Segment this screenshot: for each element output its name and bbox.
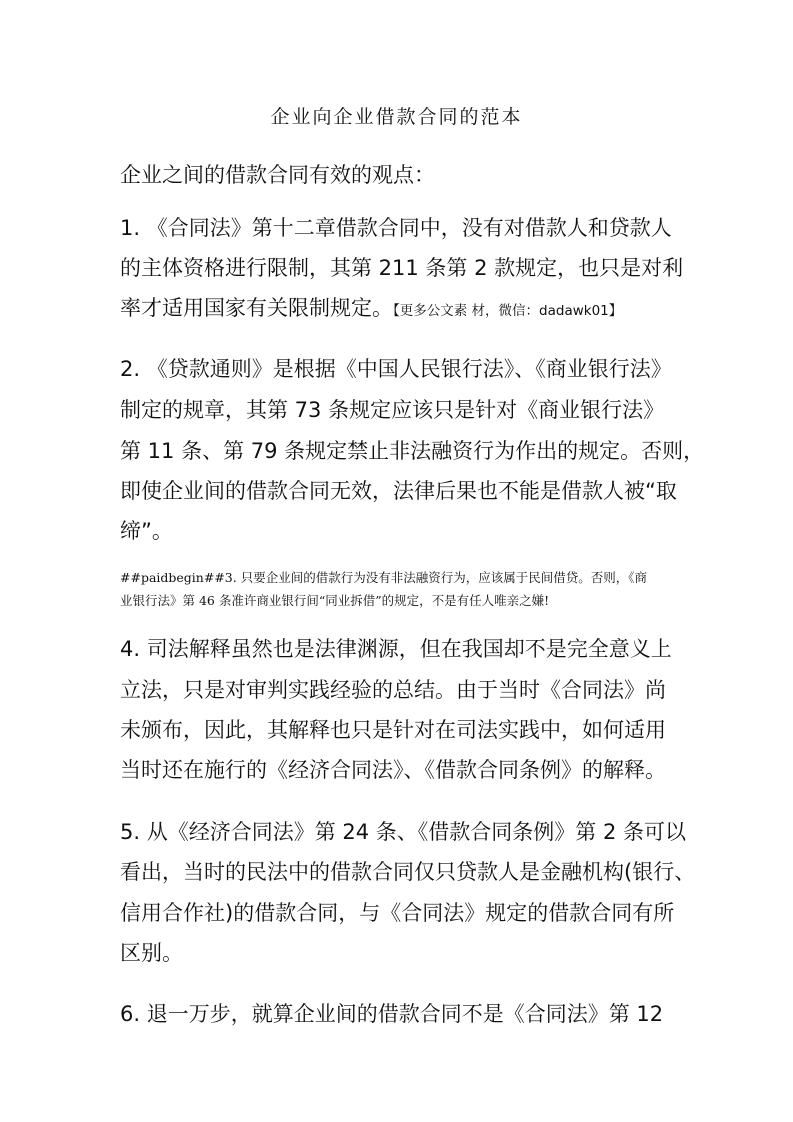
p6-line-1: 6. 退一万步，就算企业间的借款合同不是《合同法》第 12 (120, 1002, 664, 1026)
p3-line-1: ##paidbegin##3. 只要企业间的借款行为没有非法融资行为，应该属于民间借贷。否则，《商 (120, 570, 647, 585)
intro-line: 企业之间的借款合同有效的观点： (120, 163, 435, 187)
p1-line-1: 1. 《合同法》第十二章借款合同中，没有对借款人和贷款人 (120, 216, 672, 240)
p2-line-5: 缔”。 (120, 519, 173, 543)
p1-line-3-text: 率才适用国家有关限制规定。 (120, 296, 393, 320)
p4-line-1: 4. 司法解释虽然也是法律渊源，但在我国却不是完全意义上 (120, 637, 672, 661)
p5-line-3: 信用合作社)的借款合同，与《合同法》规定的借款合同有所 (120, 901, 675, 925)
p2-line-3: 第 11 条、第 79 条规定禁止非法融资行为作出的规定。否则， (120, 439, 705, 463)
p5-line-2: 看出，当时的民法中的借款合同仅只贷款人是金融机构(银行、 (120, 860, 696, 884)
p4-line-4: 当时还在施行的《经济合同法》、《借款合同条例》的解释。 (120, 758, 666, 782)
p3-line-2: 业银行法》第 46 条准许商业银行间“同业拆借”的规定，不是有任人唯亲之嫌! (120, 593, 550, 608)
p5-line-4: 区别。 (120, 941, 183, 965)
document-title: 企业向企业借款合同的范本 (270, 106, 523, 128)
p1-line-2: 的主体资格进行限制，其第 211 条第 2 款规定，也只是对利 (120, 256, 684, 280)
p2-line-4: 即使企业间的借款合同无效，法律后果也不能是借款人被“取 (120, 479, 677, 503)
p2-line-2: 制定的规章，其第 73 条规定应该只是针对《商业银行法》 (120, 398, 665, 422)
promo-note: 【更多公文素 材，微信：dadawk01】 (393, 303, 623, 319)
p4-line-2: 立法，只是对审判实践经验的总结。由于当时《合同法》尚 (120, 678, 666, 702)
p1-line-3 (120, 293, 680, 326)
p4-line-3: 未颁布，因此，其解释也只是针对在司法实践中，如何适用 (120, 718, 666, 742)
p2-line-1: 2. 《贷款通则》是根据《中国人民银行法》、《商业银行法》 (120, 357, 672, 381)
p5-line-1: 5. 从《经济合同法》第 24 条、《借款合同条例》第 2 条可以 (120, 820, 686, 844)
